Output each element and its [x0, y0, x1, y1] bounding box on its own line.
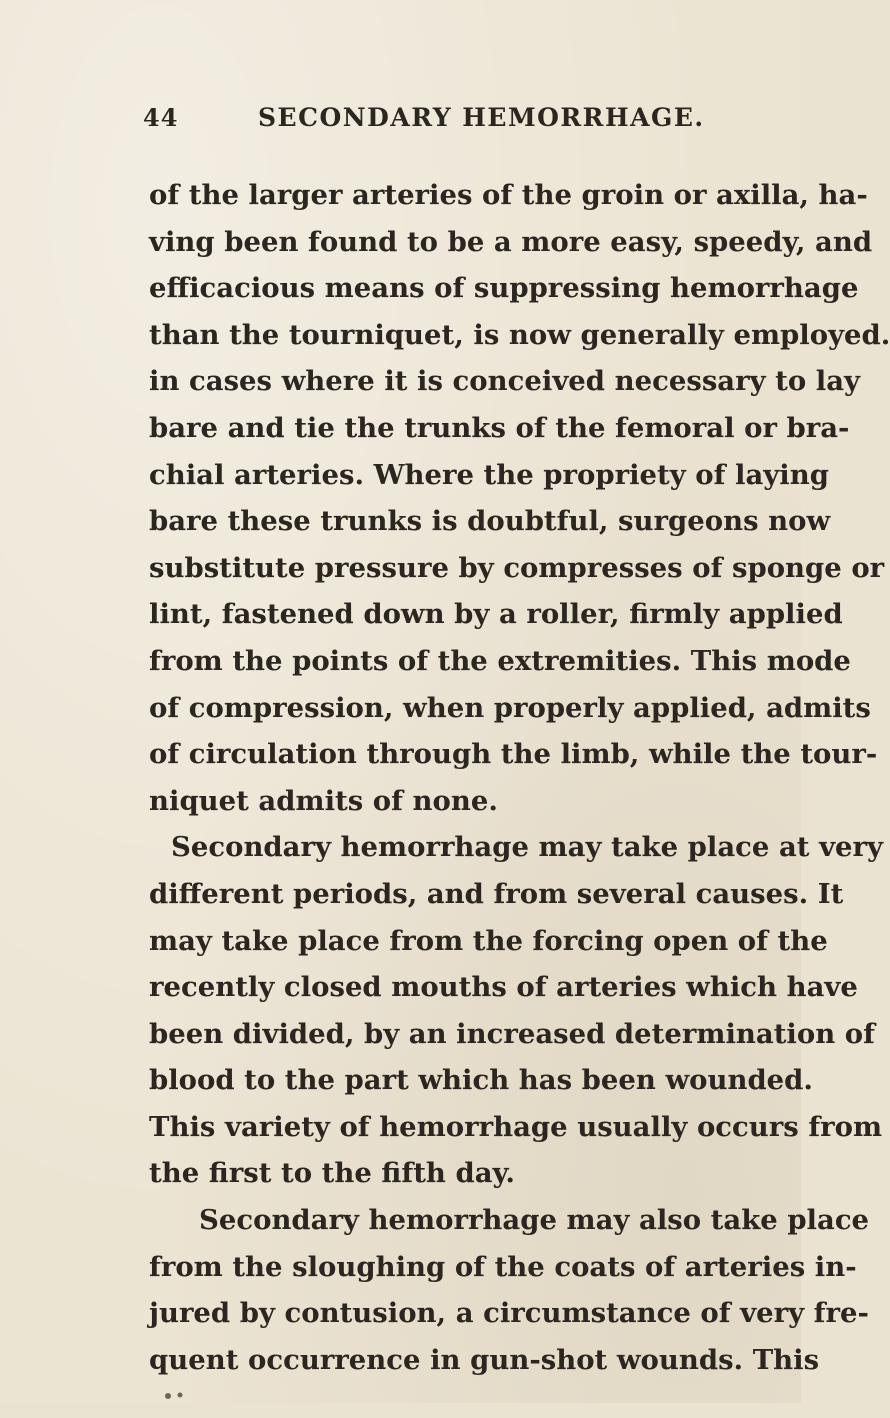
text-line: bare these trunks is doubtful, surgeons now: [149, 505, 831, 538]
text-line: than the tourniquet, is now generally employed.: [149, 318, 890, 351]
text-line: recently closed mouths of arteries which have: [149, 971, 858, 1004]
text-line: efficacious means of suppressing hemorrhage: [149, 272, 859, 305]
text-line: of compression, when properly applied, admits: [149, 691, 871, 724]
text-line: the first to the fifth day.: [149, 1157, 515, 1190]
text-line: Secondary hemorrhage may also take place: [199, 1204, 870, 1237]
text-line: ving been found to be a more easy, speedy, and: [149, 225, 873, 258]
page-header: [143, 103, 743, 143]
text-line: jured by contusion, a circumstance of very fre-: [149, 1297, 869, 1330]
text-line: chial arteries. Where the propriety of laying: [149, 458, 829, 491]
text-line: of circulation through the limb, while the tour-: [149, 738, 878, 771]
text-line: from the points of the extremities. This mode: [149, 644, 851, 677]
text-line: bare and tie the trunks of the femoral or bra-: [149, 411, 850, 444]
text-line: This variety of hemorrhage usually occurs from: [149, 1110, 883, 1143]
text-line: substitute pressure by compresses of sponge or: [149, 551, 885, 584]
text-line: niquet admits of none.: [149, 784, 498, 817]
text-line: may take place from the forcing open of the: [149, 924, 828, 957]
text-line: in cases where it is conceived necessary to lay: [149, 365, 861, 398]
running-head: SECONDARY HEMORRHAGE.: [258, 103, 705, 132]
text-line: blood to the part which has been wounded.: [149, 1064, 813, 1097]
ink-blot-decoration: [160, 1388, 200, 1418]
page-number: 44: [143, 103, 179, 132]
text-line: been divided, by an increased determination of: [149, 1017, 875, 1050]
text-line: different periods, and from several causes. It: [149, 877, 844, 910]
text-line: Secondary hemorrhage may take place at very: [171, 831, 884, 864]
body-text: [149, 172, 890, 1383]
text-line: of the larger arteries of the groin or axilla, ha-: [149, 179, 868, 211]
text-line: quent occurrence in gun-shot wounds. This: [149, 1343, 820, 1376]
text-line: from the sloughing of the coats of arteries in-: [149, 1250, 857, 1283]
text-line: lint, fastened down by a roller, firmly applied: [149, 598, 843, 631]
